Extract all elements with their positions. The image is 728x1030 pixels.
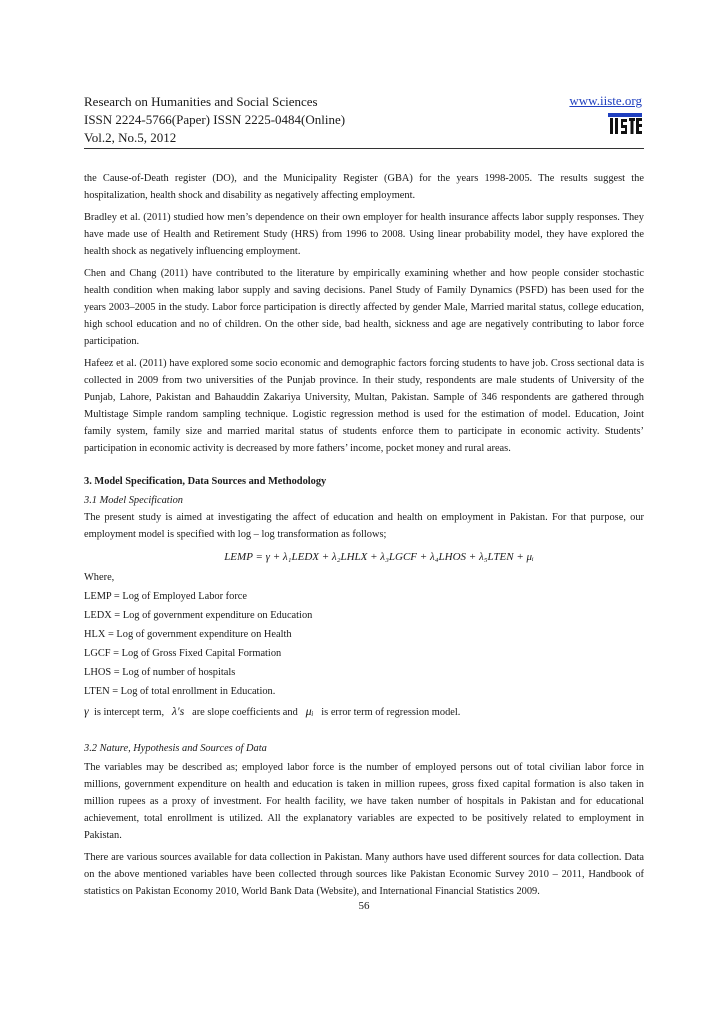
variable-definition: LTEN = Log of total enrollment in Education. [84,686,276,697]
mu-symbol: μᵢ [305,704,314,718]
paragraph: There are various sources available for data collection in Pakistan. Many authors have used different sources for data collection. Data on the above mentioned variables have been collected through sources like Pakistan Economic Survey 2010 – 2011, Handbook of statistics on Pakistan Economy 2010, World Bank Data (Website), and International Financial Statistics 2009. [84,852,644,897]
variable-definition: HLX = Log of government expenditure on Health [84,629,292,640]
page-number: 56 [358,900,370,912]
lambda-text: are slope coefficients and [192,707,298,718]
section-heading: 3. Model Specification, Data Sources and Methodology [84,476,327,487]
paragraph: Chen and Chang (2011) have contributed to the literature by empirically examining whether and how people consider stochastic health condition when making labor supply and saving decisions. Panel Study of Family Dynamics (PSFD) has been used for the years 2003–2005 in the study. Labor force participation is directly affected by gender Male, Married marital status, college education, high school education and no of children. On the other side, bad health, sickness and age are negatively contributing to labor force participation. [84,268,644,347]
issn-line: ISSN 2224-5766(Paper) ISSN 2225-0484(Online) [84,112,346,127]
page-header [84,93,644,147]
article-body [84,170,644,905]
lambda-symbol: λ's [171,704,185,718]
paragraph: The present study is aimed at investigating the affect of education and health on employment in Pakistan. For that purpose, our employment model is specified with log – log transformation as follows; [84,512,644,540]
paragraph: the Cause-of-Death register (DO), and the Municipality Register (GBA) for the years 1998-2005. The results suggest the hospitalization, health shock and disability as negatively affecting employment. [84,173,644,201]
volume-line: Vol.2, No.5, 2012 [84,130,177,145]
variable-definition: LGCF = Log of Gross Fixed Capital Formation [84,648,282,659]
gamma-symbol: γ [84,704,89,718]
journal-title: Research on Humanities and Social Sciences [84,94,318,109]
gamma-text: is intercept term, [93,707,165,718]
subsection-heading: 3.1 Model Specification [84,495,183,506]
paragraph: Bradley et al. (2011) studied how men’s dependence on their own employer for health insurance affects labor supply responses. They have made use of Health and Retirement Study (HRS) from 1996 to 2008. Using linear probability model, they have explored the health shock as negatively influencing employment. [84,212,644,257]
header-divider [84,148,644,149]
journal-url-link[interactable]: www.iiste.org [569,93,642,108]
paragraph: Hafeez et al. (2011) have explored some socio economic and demographic factors forcing students to have job. Cross sectional data is collected in 2009 from two universities of the Punjab province. In their study, respondents are male students of University of the Punjab, Lahore, Pakistan and Bahauddin Zakariya University, Multan, Pakistan. Sample of 346 respondents are gathered through Multistage Simple random sampling technique. Logistic regression method is used for the estimation of model. Education, Joint family system, family size and married marital status of students enforce them to participate in economic activity. Students’ participation in economic activity is decreased by more fathers’ income, pocket money and rural areas. [84,358,644,454]
subsection-heading: 3.2 Nature, Hypothesis and Sources of Data [84,743,267,754]
regression-equation: LEMP = γ + λ₁LEDX + λ₂LHLX + λ₃LGCF + λ₄LHOS + λ₅LTEN + μᵢ [224,551,534,563]
where-label: Where, [84,572,115,583]
iiste-logo-icon [608,113,642,135]
variable-definition: LHOS = Log of number of hospitals [84,667,236,678]
mu-text: is error term of regression model. [321,707,461,718]
paragraph: The variables may be described as; employed labor force is the number of employed persons out of total civilian labor force in millions, government expenditure on health and education is taken in million rupees, gross fixed capital formation is also taken in million rupees as a proxy of investment. For health facility, we have taken number of hospitals in Pakistan and for educational achievement, total enrollment is utilized. All the explanatory variables are expected to be positively related to employment in Pakistan. [84,762,644,841]
symbol-explanation [84,702,644,722]
variable-definition: LEMP = Log of Employed Labor force [84,591,248,602]
variable-definition: LEDX = Log of government expenditure on Education [84,610,313,621]
